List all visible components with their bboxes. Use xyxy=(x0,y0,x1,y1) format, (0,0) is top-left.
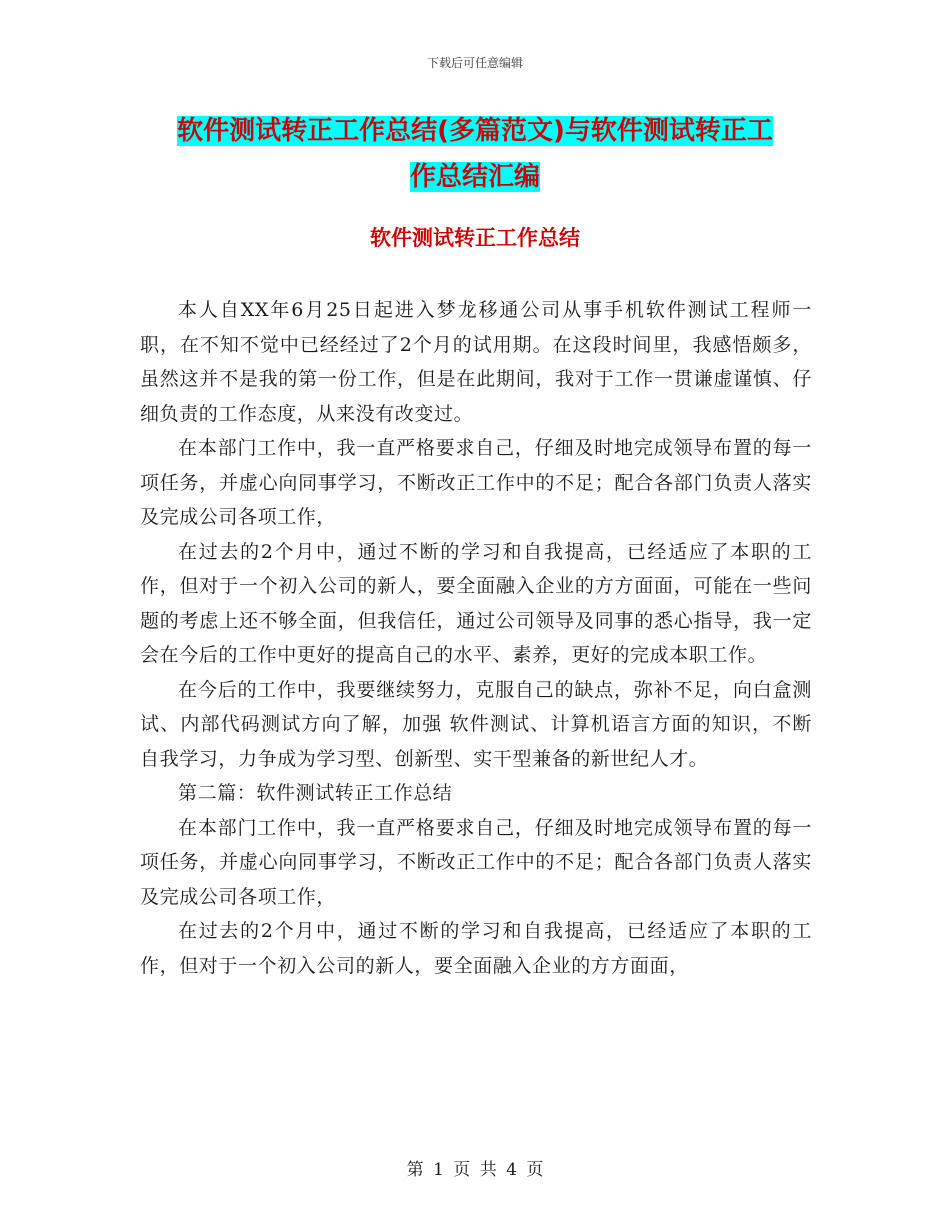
paragraph: 在本部门工作中，我一直严格要求自己，仔细及时地完成领导布置的每一项任务，并虚心向同事学习，不断改正工作中的不足；配合各部门负责人落实及完成公司各项工作， xyxy=(140,437,812,528)
page-number: 第 1 页 共 4 页 xyxy=(406,1160,544,1180)
paragraph: 在本部门工作中，我一直严格要求自己，仔细及时地完成领导布置的每一项任务，并虚心向同事学习，不断改正工作中的不足；配合各部门负责人落实及完成公司各项工作， xyxy=(140,816,812,908)
document-title xyxy=(140,108,810,200)
subsection-heading: 第二篇：软件测试转正工作总结 xyxy=(178,782,453,804)
section-title: 软件测试转正工作总结 xyxy=(370,226,580,250)
document-title-line-2: 作总结汇编 xyxy=(409,162,540,192)
document-body xyxy=(140,293,812,983)
document-title-line-1: 软件测试转正工作总结(多篇范文)与软件测试转正工 xyxy=(177,116,773,146)
page-header-note: 下载后可任意编辑 xyxy=(426,56,523,70)
paragraph: 在过去的2个月中，通过不断的学习和自我提高，已经适应了本职的工作，但对于一个初入公司的新人，要全面融入企业的方方面面， xyxy=(140,920,812,977)
paragraph: 在过去的2个月中，通过不断的学习和自我提高，已经适应了本职的工作，但对于一个初入公司的新人，要全面融入企业的方方面面，可能在一些问题的考虑上还不够全面，但我信任，通过公司领导及同事的悉心指导，我一定会在今后的工作中更好的提高自己的水平、素养，更好的完成本职工作。 xyxy=(140,540,812,666)
paragraph: 在今后的工作中，我要继续努力，克服自己的缺点，弥补不足，向白盒测试、内部代码测试方向了解，加强 软件测试、计算机语言方面的知识，不断自我学习，力争成为学习型、创新型、实干型兼备的新世纪人才。 xyxy=(140,678,812,770)
paragraph: 本人自XX年6月25日起进入梦龙移通公司从事手机软件测试工程师一职，在不知不觉中已经经过了2个月的试用期。在这段时间里，我感悟颇多，虽然这并不是我的第一份工作，但是在此期间，我对于工作一贯谦虚谨慎、仔细负责的工作态度，从来没有改变过。 xyxy=(140,299,812,425)
